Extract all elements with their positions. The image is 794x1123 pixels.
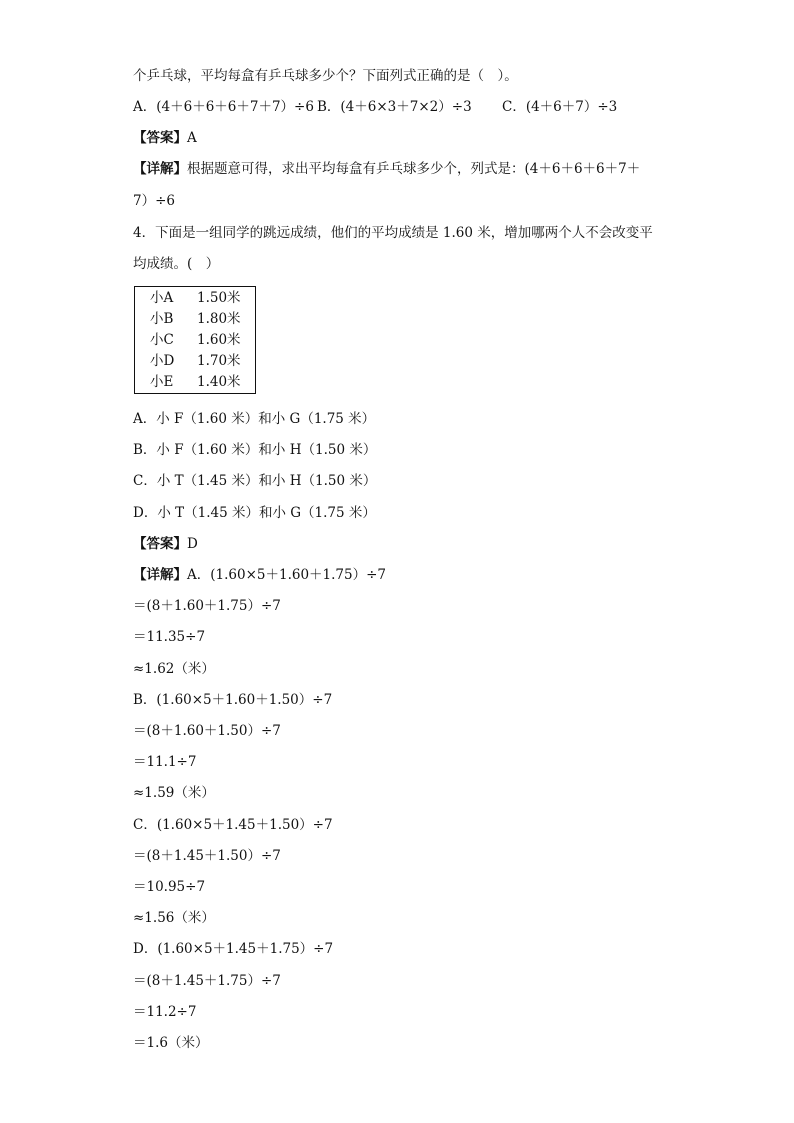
work-line: A．(1.60×5＋1.60＋1.75）÷7 (187, 567, 386, 583)
work-line: B．(1.60×5＋1.60＋1.50）÷7 (133, 692, 333, 708)
q4-answer (133, 535, 198, 553)
q3-option-b: B．(4＋6×3＋7×2）÷3 (317, 99, 472, 115)
student-score: 1.50米 (197, 290, 241, 306)
q4-option-a: A．小 F（1.60 米）和小 G（1.75 米） (133, 411, 376, 427)
student-score: 1.60米 (197, 332, 241, 348)
work-line: C．(1.60×5＋1.45＋1.50）÷7 (133, 817, 333, 833)
student-score: 1.40米 (197, 374, 241, 390)
q4-answer-label: 【答案】 (133, 536, 187, 552)
work-line: ＝11.1÷7 (133, 754, 197, 770)
student-score: 1.70米 (197, 353, 241, 369)
q3-detail (133, 160, 640, 178)
jump-score-table (134, 286, 256, 394)
q3-detail-cont: 7）÷6 (133, 193, 175, 209)
work-line: ＝(8＋1.45＋1.50）÷7 (133, 848, 281, 864)
table-row (135, 351, 255, 372)
work-line: ≈1.59（米） (133, 785, 215, 801)
q3-option-c: C．(4＋6＋7）÷3 (502, 99, 618, 115)
q4-stem-line2: 均成绩。( ） (133, 256, 220, 272)
table-row (135, 288, 255, 309)
q4-option-b: B．小 F（1.60 米）和小 H（1.50 米） (133, 442, 377, 458)
work-line: ≈1.62（米） (133, 661, 215, 677)
q3-answer (133, 129, 197, 147)
table-row (135, 330, 255, 351)
student-name: 小B (150, 311, 174, 327)
work-line: ＝(8＋1.60＋1.50）÷7 (133, 723, 281, 739)
work-line: D．(1.60×5＋1.45＋1.75）÷7 (133, 941, 334, 957)
work-line: ＝(8＋1.45＋1.75）÷7 (133, 973, 281, 989)
q4-option-c: C．小 T（1.45 米）和小 H（1.50 米） (133, 473, 377, 489)
q3-stem: 个乒乓球，平均每盒有乒乓球多少个？下面列式正确的是（ ）。 (133, 68, 518, 84)
q3-answer-value: A (187, 130, 197, 146)
work-line: ＝11.2÷7 (133, 1004, 197, 1020)
work-line: ≈1.56（米） (133, 910, 215, 926)
q3-detail-label: 【详解】 (133, 161, 187, 177)
q4-detail (133, 566, 386, 584)
work-line: ＝11.35÷7 (133, 629, 206, 645)
q3-option-a: A．(4＋6＋6＋6＋7＋7）÷6 (133, 99, 314, 115)
q3-detail-text: 根据题意可得，求出平均每盒有乒乓球多少个，列式是：(4＋6＋6＋6＋7＋ (187, 161, 641, 177)
student-name: 小C (150, 332, 174, 348)
q4-detail-label: 【详解】 (133, 567, 187, 583)
student-name: 小A (150, 290, 174, 306)
table-row (135, 372, 255, 393)
table-row (135, 309, 255, 330)
student-name: 小E (150, 374, 174, 390)
work-line: ＝(8＋1.60＋1.75）÷7 (133, 598, 281, 614)
work-line: ＝10.95÷7 (133, 879, 206, 895)
q4-option-d: D．小 T（1.45 米）和小 G（1.75 米） (133, 505, 376, 521)
q4-stem-line1: 4．下面是一组同学的跳远成绩，他们的平均成绩是 1.60 米，增加哪两个人不会改变平 (133, 225, 653, 241)
work-line: ＝1.6（米） (133, 1035, 209, 1051)
student-name: 小D (150, 353, 175, 369)
student-score: 1.80米 (197, 311, 241, 327)
q3-answer-label: 【答案】 (133, 130, 187, 146)
q4-answer-value: D (187, 536, 198, 552)
